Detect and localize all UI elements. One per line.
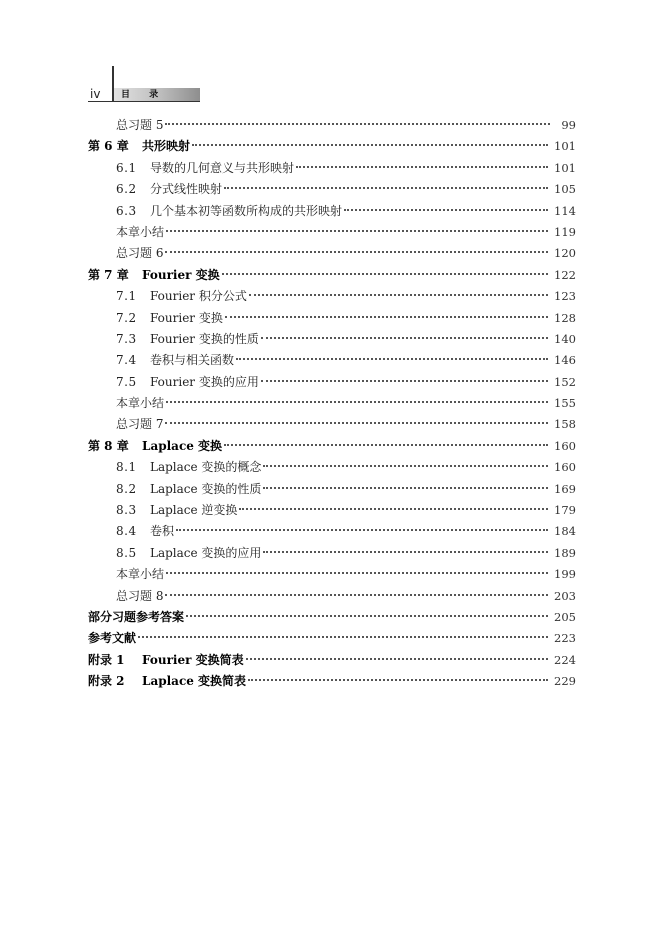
dot-leader <box>249 294 548 296</box>
toc-entry-label <box>88 628 136 649</box>
dot-leader <box>263 465 548 467</box>
dot-leader <box>176 529 548 531</box>
toc-entry[interactable] <box>88 628 576 649</box>
toc-entry-label <box>116 286 247 307</box>
toc-entry-number: 8.2 <box>116 481 137 496</box>
toc-entry-title: 本章小结 <box>116 224 165 239</box>
toc-entry-number: 附录 2 <box>88 674 125 689</box>
toc-entry-page: 123 <box>554 289 576 304</box>
toc-entry-label <box>116 500 237 521</box>
toc-entry-title: Fourier 变换 <box>150 310 223 325</box>
toc-entry-number: 第 6 章 <box>88 139 129 154</box>
toc-entry-label <box>116 222 164 243</box>
toc-entry-page: 223 <box>554 631 576 646</box>
toc-entry[interactable] <box>88 308 576 329</box>
toc-entry-title: 总习题 5 <box>116 118 164 132</box>
dot-leader <box>239 508 548 510</box>
toc-entry-page: 160 <box>554 460 576 475</box>
toc-entry-label <box>116 243 163 264</box>
toc-entry-title: 共形映射 <box>142 139 191 154</box>
toc-entry[interactable] <box>88 586 576 607</box>
toc-entry-number: 7.2 <box>116 310 137 325</box>
toc-entry[interactable] <box>88 179 576 200</box>
toc-entry-page: 224 <box>554 652 576 667</box>
toc-entry-number: 8.4 <box>116 524 137 539</box>
toc-entry-page: 229 <box>554 674 576 689</box>
dot-leader <box>165 251 548 253</box>
toc-entry-title: Laplace 变换 <box>142 438 223 453</box>
page-number: iv <box>90 87 101 101</box>
toc-entry-number: 第 7 章 <box>88 267 129 282</box>
toc-entry-number: 8.3 <box>116 503 137 518</box>
toc-entry[interactable] <box>88 372 576 393</box>
toc-entry-title: 参考文献 <box>88 631 137 646</box>
toc-entry-label <box>116 372 259 393</box>
toc-entry-page: 146 <box>554 353 576 368</box>
dot-leader <box>224 187 548 189</box>
toc-entry[interactable] <box>88 479 576 500</box>
toc-entry[interactable] <box>88 286 576 307</box>
toc-entry[interactable] <box>88 222 576 243</box>
toc-entry-label <box>116 521 174 542</box>
toc-entry-title: Fourier 变换 <box>142 267 220 282</box>
toc-entry-title: Fourier 积分公式 <box>150 289 247 304</box>
toc-entry-label <box>88 136 190 157</box>
toc-entry-label <box>116 329 259 350</box>
toc-entry-page: 199 <box>554 567 576 582</box>
dot-leader <box>248 679 548 681</box>
toc-entry-title: Laplace 变换的应用 <box>150 545 262 560</box>
dot-leader <box>138 636 548 638</box>
toc-entry-number: 附录 1 <box>88 652 125 667</box>
running-header <box>88 66 200 102</box>
toc-entry[interactable] <box>88 671 576 692</box>
toc-entry-number: 8.5 <box>116 545 137 560</box>
toc-entry-page: 120 <box>554 246 576 261</box>
toc-entry-title: Laplace 逆变换 <box>150 503 238 518</box>
toc-entry-page: 128 <box>554 310 576 325</box>
toc-entry[interactable] <box>88 414 576 435</box>
toc-entry[interactable] <box>88 521 576 542</box>
toc-entry-label <box>116 158 294 179</box>
dot-leader <box>166 401 548 403</box>
toc-entry-title: 总习题 6 <box>116 246 164 261</box>
toc-entry-label <box>116 179 222 200</box>
toc-entry[interactable] <box>88 115 576 136</box>
toc-entry[interactable] <box>88 136 576 157</box>
dot-leader <box>344 209 548 211</box>
toc-entry-label <box>88 265 220 286</box>
toc-entry-page: 205 <box>554 609 576 624</box>
dot-leader <box>263 551 548 553</box>
toc-entry-title: Laplace 变换简表 <box>142 674 247 689</box>
dot-leader <box>165 123 550 125</box>
toc-entry-number: 第 8 章 <box>88 438 129 453</box>
toc-entry-title: Laplace 变换的概念 <box>150 460 262 475</box>
dot-leader <box>192 144 548 146</box>
toc-entry[interactable] <box>88 350 576 371</box>
toc-entry-title: 总习题 8 <box>116 588 164 603</box>
toc-entry[interactable] <box>88 393 576 414</box>
toc-entry-page: 155 <box>554 396 576 411</box>
dot-leader <box>261 337 548 339</box>
toc-entry-title: 本章小结 <box>116 567 165 582</box>
toc-entry-page: 189 <box>554 545 576 560</box>
dot-leader <box>246 658 548 660</box>
toc-entry[interactable] <box>88 158 576 179</box>
toc-entry[interactable] <box>88 650 576 671</box>
header-title: 目 录 <box>121 90 167 100</box>
dot-leader <box>165 594 548 596</box>
dot-leader <box>165 422 548 424</box>
toc-entry-page: 169 <box>554 481 576 496</box>
toc-entry-title: 总习题 7 <box>116 417 164 432</box>
toc-entry-title: 几个基本初等函数所构成的共形映射 <box>150 203 343 218</box>
toc-entry-title: 导数的几何意义与共形映射 <box>150 160 295 175</box>
toc-entry[interactable] <box>88 436 576 457</box>
toc-entry-label <box>116 586 163 607</box>
toc-entry[interactable] <box>88 564 576 585</box>
header-horizontal-rule <box>88 101 200 102</box>
toc-entry-page: 122 <box>554 267 576 282</box>
toc-entry-title: 卷积 <box>150 524 175 539</box>
toc-entry-page: 140 <box>554 331 576 346</box>
toc-entry-label <box>116 479 261 500</box>
toc-entry-title: 本章小结 <box>116 396 165 411</box>
toc-entry-number: 8.1 <box>116 460 137 475</box>
toc-entry-label <box>88 436 222 457</box>
toc-entry-label <box>88 607 184 628</box>
toc-entry[interactable] <box>88 201 576 222</box>
dot-leader <box>166 572 548 574</box>
dot-leader <box>263 487 548 489</box>
dot-leader <box>236 358 548 360</box>
toc-entry-page: 99 <box>561 118 576 132</box>
toc-entry-page: 114 <box>554 203 576 218</box>
toc-entry-page: 152 <box>554 374 576 389</box>
dot-leader <box>222 273 548 275</box>
toc-entry-label <box>116 457 261 478</box>
toc-entry-number: 7.3 <box>116 331 137 346</box>
toc-entry-title: Laplace 变换的性质 <box>150 481 262 496</box>
toc-entry-page: 101 <box>554 160 576 175</box>
dot-leader <box>261 380 548 382</box>
toc-entry-page: 119 <box>554 224 576 239</box>
toc-entry[interactable] <box>88 500 576 521</box>
toc-entry-number: 6.1 <box>116 160 137 175</box>
toc-entry-label <box>116 543 261 564</box>
toc-entry-page: 158 <box>554 417 576 432</box>
toc-entry-title: Fourier 变换的性质 <box>150 331 259 346</box>
toc-entry[interactable] <box>88 265 576 286</box>
dot-leader <box>225 316 548 318</box>
toc-entry-number: 7.5 <box>116 374 137 389</box>
toc-entry-page: 160 <box>554 438 576 453</box>
toc-entry-label <box>116 115 163 136</box>
toc-entry-label <box>116 414 163 435</box>
toc-entry[interactable] <box>88 457 576 478</box>
toc-entry-page: 184 <box>554 524 576 539</box>
toc-entry-label <box>116 564 164 585</box>
toc-entry-title: 部分习题参考答案 <box>88 609 185 624</box>
toc-entry-number: 6.2 <box>116 182 137 197</box>
toc-entry-page: 105 <box>554 182 576 197</box>
toc-entry-number: 7.4 <box>116 353 137 368</box>
toc-entry-title: Fourier 变换的应用 <box>150 374 259 389</box>
toc-entry[interactable] <box>88 543 576 564</box>
toc-entry-label <box>116 393 164 414</box>
toc-entry-label <box>88 671 246 692</box>
toc-entry-number: 7.1 <box>116 289 137 304</box>
toc-entry-label <box>116 308 223 329</box>
table-of-contents <box>88 115 576 693</box>
dot-leader <box>224 444 548 446</box>
toc-entry-page: 203 <box>554 588 576 603</box>
toc-entry-number: 6.3 <box>116 203 137 218</box>
toc-entry-title: 分式线性映射 <box>150 182 223 197</box>
toc-entry-page: 179 <box>554 503 576 518</box>
header-vertical-rule <box>112 66 114 102</box>
toc-entry-title: 卷积与相关函数 <box>150 353 235 368</box>
toc-entry[interactable] <box>88 607 576 628</box>
toc-entry-page: 101 <box>554 139 576 154</box>
toc-entry[interactable] <box>88 329 576 350</box>
toc-entry-label <box>116 350 234 371</box>
dot-leader <box>296 166 548 168</box>
toc-entry-label <box>88 650 244 671</box>
dot-leader <box>186 615 548 617</box>
toc-entry-label <box>116 201 342 222</box>
toc-entry-title: Fourier 变换简表 <box>142 652 244 667</box>
toc-entry[interactable] <box>88 243 576 264</box>
dot-leader <box>166 230 548 232</box>
